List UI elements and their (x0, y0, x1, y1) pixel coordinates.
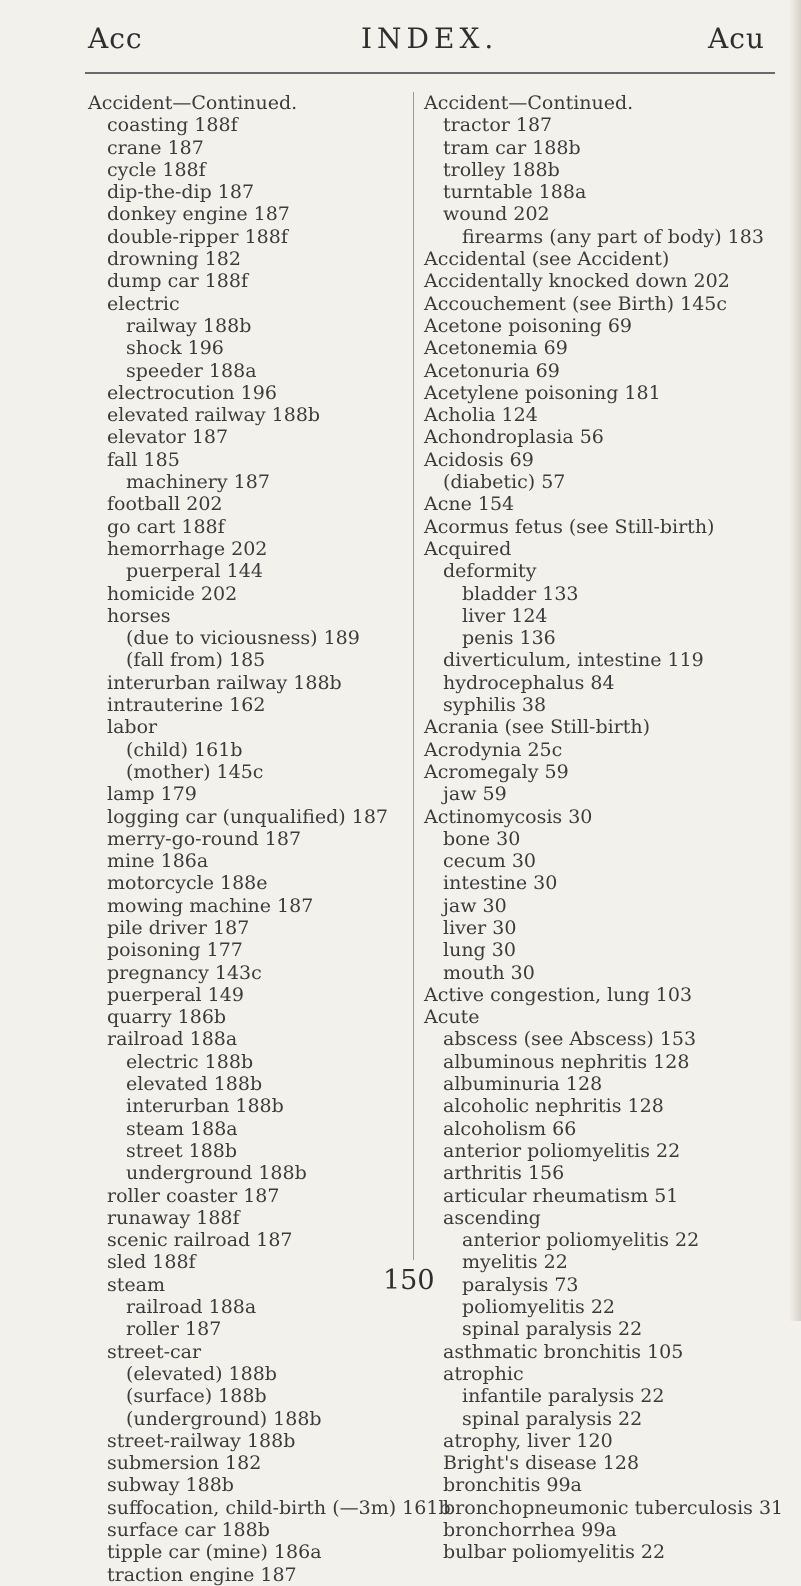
index-entry: tipple car (mine) 186a (107, 1541, 322, 1564)
index-entry: interurban 188b (126, 1095, 284, 1118)
index-entry: atrophic (443, 1362, 524, 1385)
index-entry: liver 30 (443, 916, 517, 939)
index-entry: bone 30 (443, 827, 521, 850)
index-entry: roller coaster 187 (107, 1184, 280, 1207)
index-entry: penis 136 (462, 627, 556, 650)
index-entry: Acetone poisoning 69 (424, 314, 632, 337)
index-entry: (diabetic) 57 (443, 471, 566, 494)
index-entry: Active congestion, lung 103 (424, 983, 693, 1006)
index-entry: steam 188a (126, 1117, 238, 1140)
index-entry: elevated 188b (126, 1073, 263, 1096)
index-entry: intestine 30 (443, 872, 558, 895)
index-entry: alcoholic nephritis 128 (443, 1095, 664, 1118)
index-entry: runaway 188f (107, 1206, 240, 1229)
index-entry: lung 30 (443, 939, 516, 962)
index-entry: albuminuria 128 (443, 1073, 603, 1096)
index-entry: street-railway 188b (107, 1429, 296, 1452)
header-rule (85, 72, 775, 74)
index-entry: tram car 188b (443, 136, 581, 159)
index-entry: railroad 188a (126, 1296, 257, 1319)
index-entry: Acetylene poisoning 181 (424, 381, 661, 404)
index-entry: abscess (see Abscess) 153 (443, 1028, 697, 1051)
index-entry: spinal paralysis 22 (462, 1318, 643, 1341)
index-entry: ascending (443, 1206, 541, 1229)
header-left-guide-word: Acc (88, 22, 143, 55)
index-entry: jaw 30 (443, 894, 507, 917)
index-entry: spinal paralysis 22 (462, 1407, 643, 1430)
index-entry: Accident—Continued. (88, 92, 298, 114)
index-entry: articular rheumatism 51 (443, 1184, 679, 1207)
index-entry: football 202 (107, 493, 223, 516)
index-entry: hydrocephalus 84 (443, 671, 615, 694)
index-entry: infantile paralysis 22 (462, 1385, 665, 1408)
index-entry: coasting 188f (107, 114, 238, 137)
index-entry: Acetonemia 69 (424, 337, 568, 360)
index-entry: steam (107, 1273, 165, 1296)
index-entry: jaw 59 (443, 783, 507, 806)
index-entry: bronchorrhea 99a (443, 1519, 617, 1541)
index-entry: anterior poliomyelitis 22 (443, 1139, 681, 1162)
index-entry: syphilis 38 (443, 694, 547, 717)
header-right-guide-word: Acu (708, 22, 765, 55)
index-entry: (child) 161b (126, 738, 243, 761)
index-entry: deformity (443, 560, 537, 583)
page-edge-shadow (789, 0, 801, 1321)
index-entry: poisoning 177 (107, 939, 243, 962)
index-entry: Acromegaly 59 (424, 760, 569, 783)
index-entry: mouth 30 (443, 961, 535, 984)
index-entry: turntable 188a (443, 181, 587, 204)
index-entry: mine 186a (107, 850, 209, 873)
index-entry: (elevated) 188b (126, 1362, 277, 1385)
index-entry: bronchopneumonic tuberculosis 31 (443, 1496, 784, 1519)
index-entry: cecum 30 (443, 850, 536, 873)
index-entry: albuminous nephritis 128 (443, 1050, 690, 1073)
index-entry: crane 187 (107, 136, 204, 159)
index-entry: railroad 188a (107, 1028, 238, 1051)
index-entry: logging car (unqualified) 187 (107, 805, 389, 828)
index-entry: Actinomycosis 30 (424, 805, 593, 828)
index-entry: electric (107, 292, 180, 315)
index-entry: myelitis 22 (462, 1251, 568, 1274)
index-entry: street 188b (126, 1139, 238, 1162)
index-entry: (underground) 188b (126, 1407, 322, 1430)
index-entry: horses (107, 604, 171, 627)
index-entry: roller 187 (126, 1318, 222, 1341)
index-entry: merry-go-round 187 (107, 827, 302, 850)
index-entry: atrophy, liver 120 (443, 1429, 613, 1452)
index-entry: arthritis 156 (443, 1162, 565, 1185)
index-entry: Acidosis 69 (424, 448, 534, 471)
index-entry: Accouchement (see Birth) 145c (424, 292, 728, 315)
index-entry: underground 188b (126, 1162, 307, 1185)
index-entry: Achondroplasia 56 (424, 426, 604, 449)
index-entry: cycle 188f (107, 158, 206, 181)
index-entry: donkey engine 187 (107, 203, 290, 226)
index-entry: hemorrhage 202 (107, 537, 268, 560)
index-entry: tractor 187 (443, 114, 553, 137)
index-entry: speeder 188a (126, 359, 257, 382)
index-entry: surface car 188b (107, 1519, 270, 1541)
index-entry: diverticulum, intestine 119 (443, 649, 704, 672)
index-entry: go cart 188f (107, 515, 225, 538)
index-entry: asthmatic bronchitis 105 (443, 1340, 684, 1363)
index-entry: double-ripper 188f (107, 225, 288, 248)
index-entry: trolley 188b (443, 158, 560, 181)
index-entry: Acormus fetus (see Still-birth) (424, 515, 715, 538)
index-entry: elevator 187 (107, 426, 229, 449)
index-entry: traction engine 187 (107, 1563, 297, 1586)
index-entry: poliomyelitis 22 (462, 1296, 616, 1319)
index-entry: homicide 202 (107, 582, 238, 605)
index-entry: dump car 188f (107, 270, 249, 293)
index-entry: Acholia 124 (424, 404, 538, 427)
index-entry: motorcycle 188e (107, 872, 268, 895)
page-number: 150 (383, 1265, 435, 1296)
index-entry: drowning 182 (107, 248, 241, 271)
index-entry: fall 185 (107, 448, 180, 471)
index-entry: Acute (424, 1006, 480, 1029)
index-entry: (due to viciousness) 189 (126, 627, 360, 650)
index-entry: firearms (any part of body) 183 (462, 225, 764, 248)
index-entry: Accidentally knocked down 202 (424, 270, 730, 293)
index-entry: suffocation, child-birth (—3m) 161b (107, 1496, 451, 1519)
index-entry: Acrodynia 25c (424, 738, 563, 761)
index-entry: lamp 179 (107, 783, 197, 806)
index-entry: bronchitis 99a (443, 1474, 582, 1497)
header-title: INDEX. (361, 22, 499, 55)
index-entry: elevated railway 188b (107, 404, 321, 427)
index-entry: bulbar poliomyelitis 22 (443, 1541, 666, 1564)
index-entry: sled 188f (107, 1251, 196, 1274)
index-entry: paralysis 73 (462, 1273, 579, 1296)
index-entry: alcoholism 66 (443, 1117, 577, 1140)
index-entry: shock 196 (126, 337, 224, 360)
index-entry: quarry 186b (107, 1006, 227, 1029)
index-entry: puerperal 149 (107, 983, 244, 1006)
index-entry: (fall from) 185 (126, 649, 266, 672)
index-entry: subway 188b (107, 1474, 234, 1497)
index-column-right (424, 92, 783, 1564)
index-entry: street-car (107, 1340, 202, 1363)
index-entry: Acquired (424, 537, 512, 560)
index-entry: Accidental (see Accident) (424, 248, 670, 271)
index-entry: dip-the-dip 187 (107, 181, 255, 204)
index-entry: machinery 187 (126, 471, 270, 494)
index-entry: liver 124 (462, 604, 548, 627)
index-entry: electric 188b (126, 1050, 254, 1073)
index-entry: scenic railroad 187 (107, 1229, 293, 1252)
index-entry: bladder 133 (462, 582, 579, 605)
index-entry: (mother) 145c (126, 760, 264, 783)
index-entry: Acetonuria 69 (424, 359, 560, 382)
index-entry: labor (107, 716, 158, 739)
index-entry: Acrania (see Still-birth) (424, 716, 651, 739)
index-entry: pile driver 187 (107, 916, 250, 939)
index-entry: electrocution 196 (107, 381, 277, 404)
index-entry: interurban railway 188b (107, 671, 342, 694)
index-entry: Acne 154 (424, 493, 515, 516)
column-divider (413, 92, 414, 1260)
index-entry: submersion 182 (107, 1452, 262, 1475)
index-column-left (88, 92, 451, 1586)
index-entry: puerperal 144 (126, 560, 263, 583)
index-entry: wound 202 (443, 203, 550, 226)
index-entry: Accident—Continued. (424, 92, 634, 114)
index-entry: mowing machine 187 (107, 894, 314, 917)
index-entry: intrauterine 162 (107, 694, 266, 717)
index-entry: Bright's disease 128 (443, 1452, 640, 1475)
index-entry: (surface) 188b (126, 1385, 267, 1408)
index-entry: railway 188b (126, 314, 252, 337)
index-entry: anterior poliomyelitis 22 (462, 1229, 700, 1252)
index-entry: pregnancy 143c (107, 961, 262, 984)
